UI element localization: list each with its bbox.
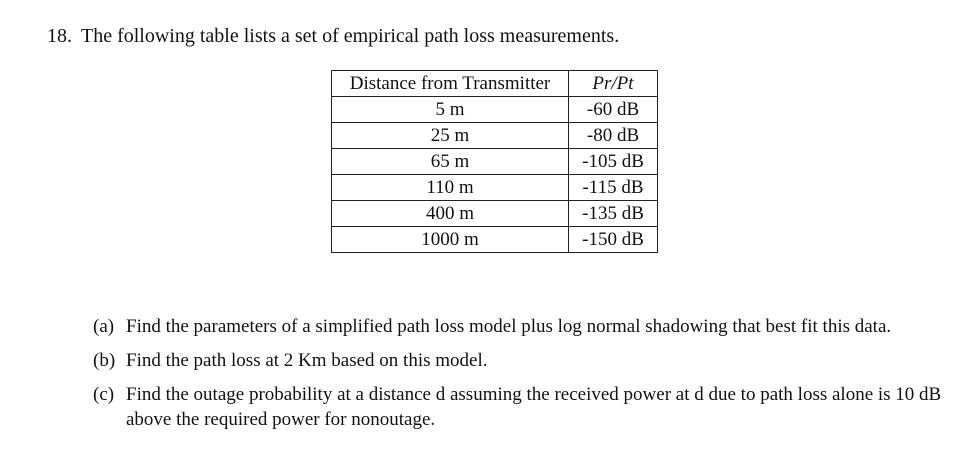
- power-ratio-cell: -135 dB: [569, 201, 658, 227]
- table-row: [332, 123, 658, 149]
- column-header-power-ratio: Pr/Pt: [569, 71, 658, 97]
- distance-cell: 1000 m: [332, 227, 569, 253]
- part-label: (a): [93, 316, 115, 337]
- column-header-distance: Distance from Transmitter: [332, 71, 569, 97]
- power-ratio-cell: -115 dB: [569, 175, 658, 201]
- problem-number: 18.: [47, 25, 72, 47]
- part-label: (b): [93, 350, 116, 371]
- table-row: [332, 175, 658, 201]
- question-part-c: [93, 382, 973, 432]
- power-ratio-cell: -80 dB: [569, 123, 658, 149]
- power-ratio-cell: -150 dB: [569, 227, 658, 253]
- problem-header: [47, 25, 619, 48]
- problem-statement: The following table lists a set of empirical path loss measurements.: [81, 25, 620, 47]
- table-row: [332, 149, 658, 175]
- table-row: [332, 97, 658, 123]
- distance-cell: 25 m: [332, 123, 569, 149]
- distance-cell: 110 m: [332, 175, 569, 201]
- table-row: [332, 227, 658, 253]
- part-text: Find the parameters of a simplified path loss model plus log normal shadowing that best fit this data.: [126, 316, 892, 337]
- table-row: [332, 201, 658, 227]
- part-label: (c): [93, 384, 115, 405]
- distance-cell: 400 m: [332, 201, 569, 227]
- distance-cell: 5 m: [332, 97, 569, 123]
- part-text: Find the outage probability at a distance d assuming the received power at d due to path loss alone is 10 dB above the required power for nonoutage.: [126, 384, 942, 430]
- question-parts: [93, 314, 973, 441]
- power-ratio-cell: -105 dB: [569, 149, 658, 175]
- power-ratio-cell: -60 dB: [569, 97, 658, 123]
- path-loss-table: [331, 70, 658, 253]
- distance-cell: 65 m: [332, 149, 569, 175]
- table-header-row: [332, 71, 658, 97]
- part-text: Find the path loss at 2 Km based on this model.: [126, 350, 488, 371]
- question-part-b: [93, 348, 973, 373]
- question-part-a: [93, 314, 973, 339]
